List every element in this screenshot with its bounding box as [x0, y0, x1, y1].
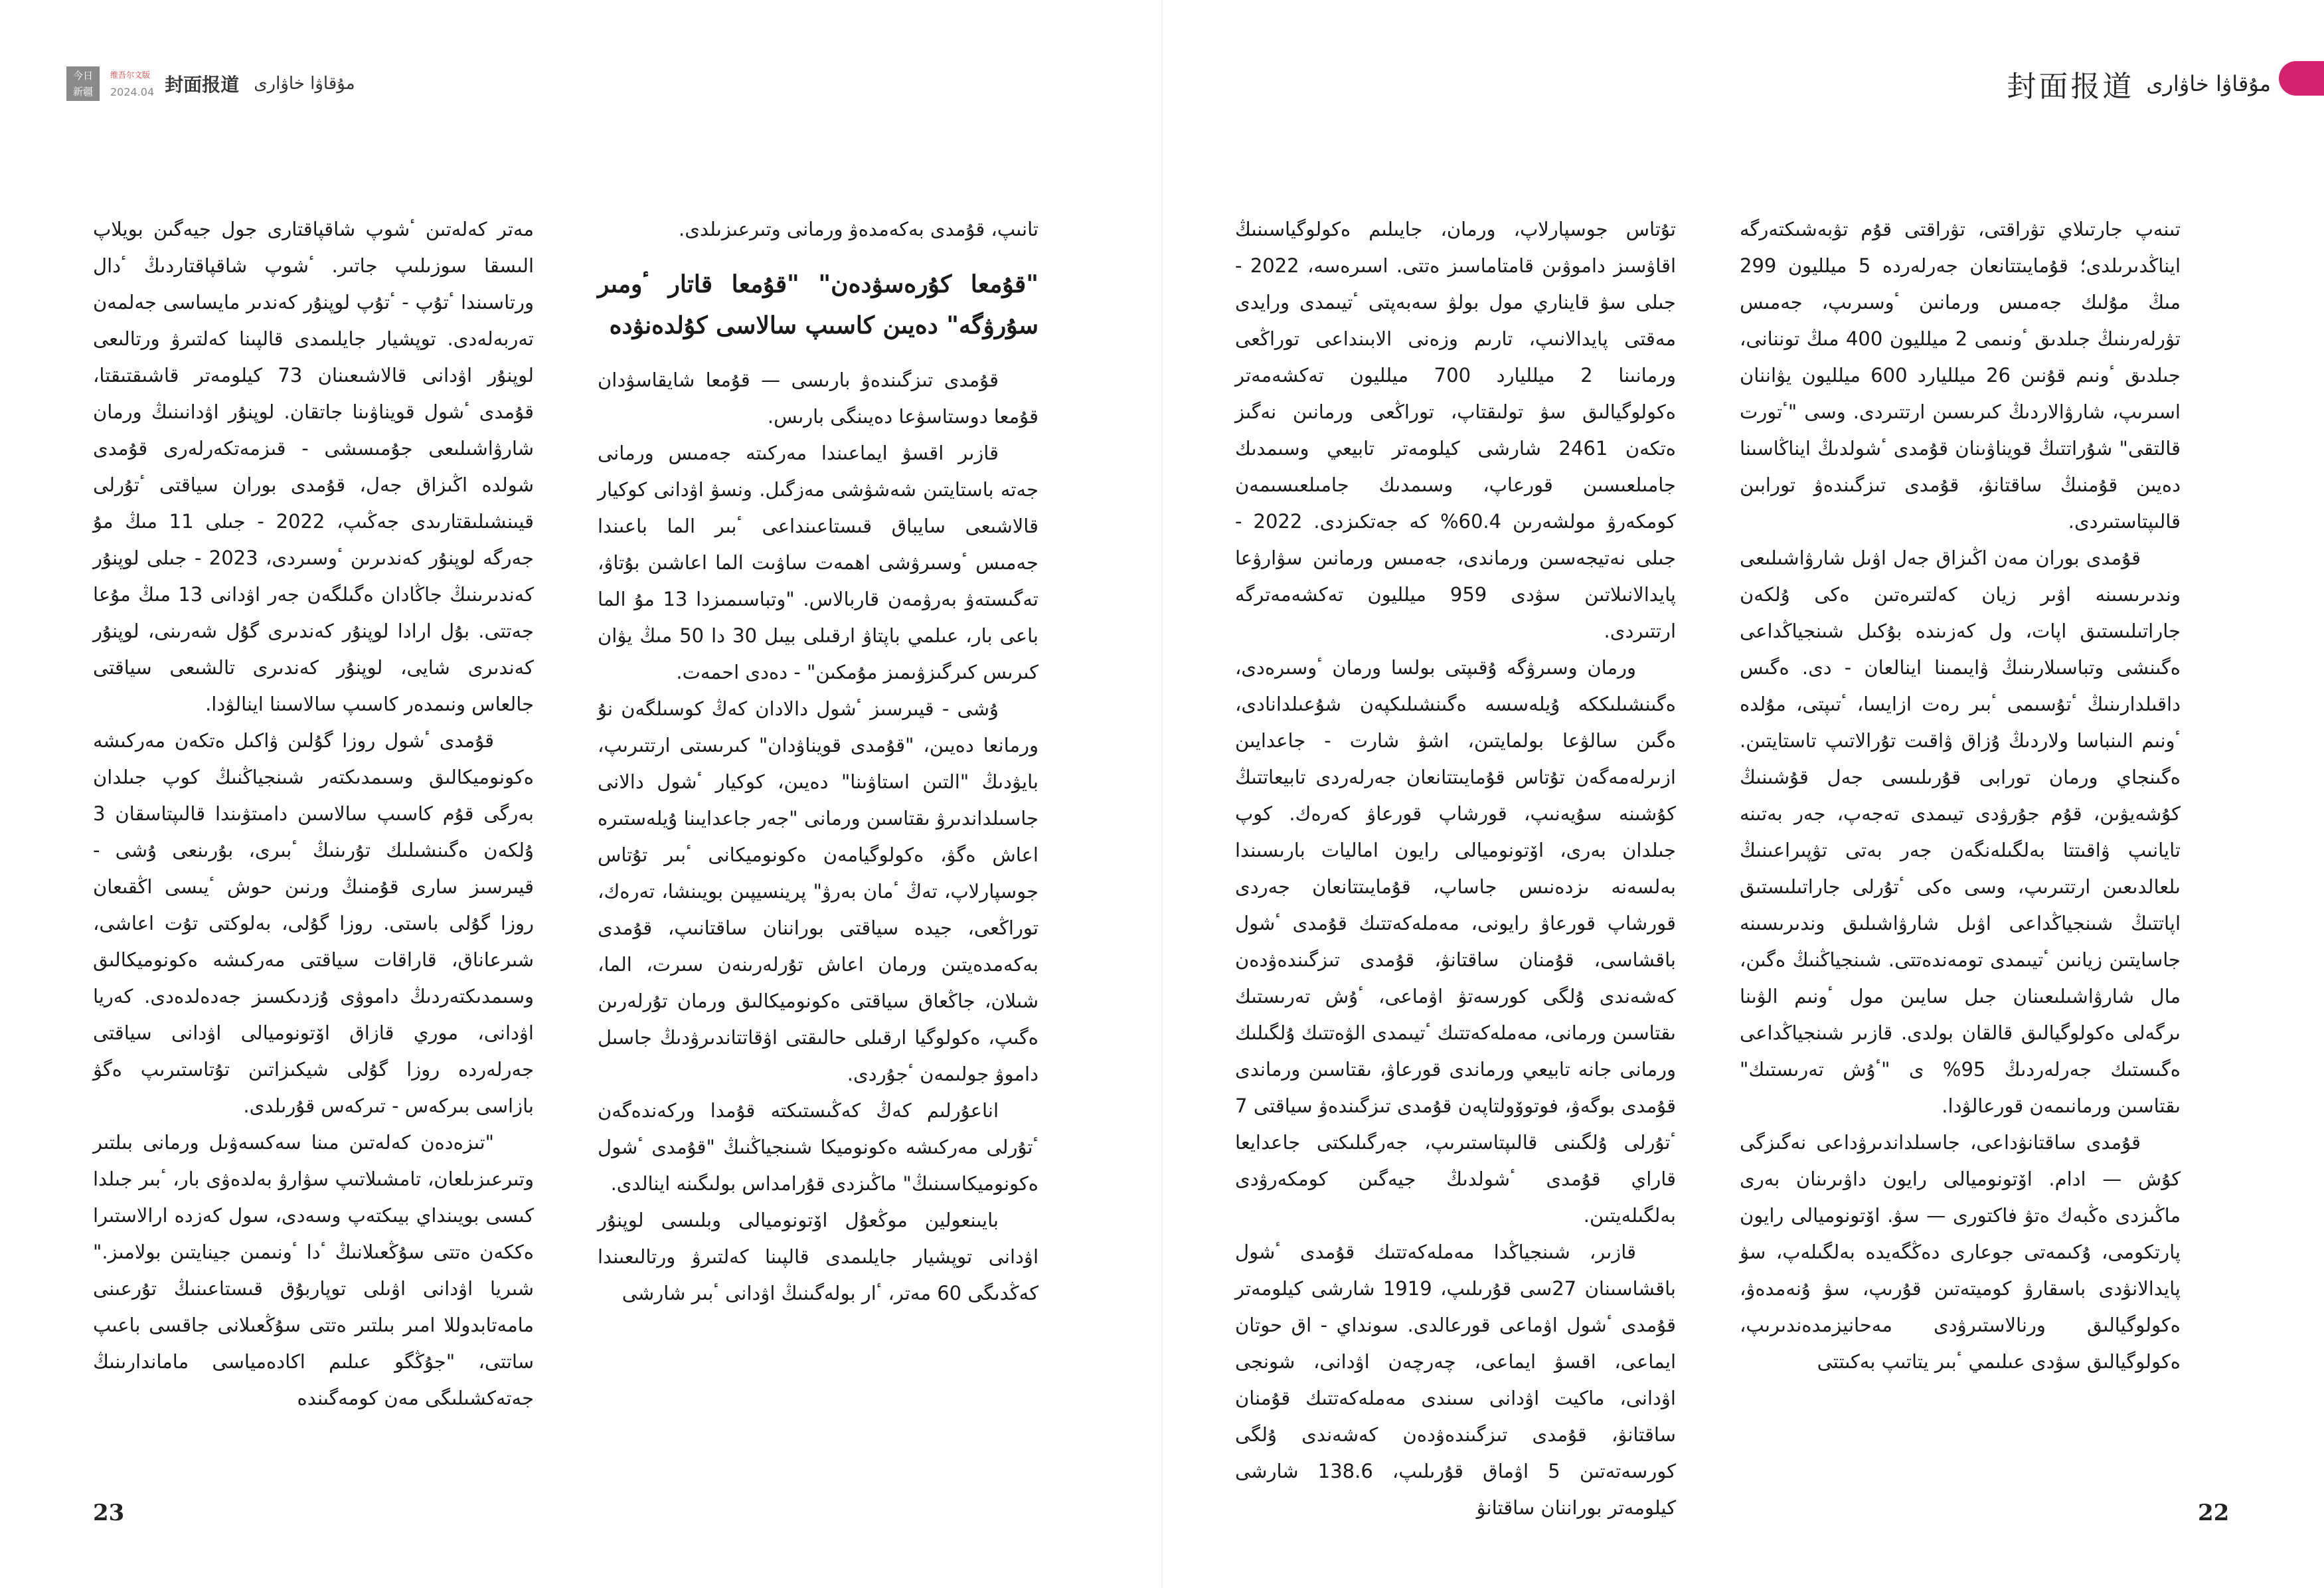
paragraph: تانىپ، قۇمدى بەكەمدەۋ ورمانى وتىرعىزىلدى. — [679, 218, 1038, 240]
magazine-logo — [66, 66, 100, 101]
paragraph: قازىر اقسۋ ايماعىندا مەركىتە جەمىس ورمانى جەتە باستايتىن شەشۋشى مەزگىل. ونسۋ اۋدانى كوكيار قالاشىعى سايباق قىستاعىنداعى ٴبىر الما باعىندا جەمىس ٴوسىرۋشى اھمەت ساۋىت الما اعاشىن بۇتاۋ، تەگىستەۋ بەرۋمەن قاربالاس. "وتباسىمىزدا 13 مۇ الما باعى بار، عىلمي باپتاۋ ارقىلى بيىل 30 دا 50 مىڭ يۋان كىرىس كىرگىزۋىمىز مۇمكىن" - دەدى احمەت. — [598, 442, 1038, 683]
paragraph: اناعۇرلىم كەڭ كەڭىستىكتە قۇمدا وركەندەگەن ٴتۇرلى مەركىشە ەكونوميكا شىنجياڭنىڭ "قۇمدى ٴشول ەكونوميكاسىنىڭ" ماڭىزدى قۇرامداس بولىگىنە اينالدى. — [598, 1099, 1038, 1195]
paragraph: بايىنعولين موڭعۇل اۆتونوميالى وبلىسى لوپنۇر اۋدانى توپشيار جايلىمدى قالپىنا كەلتىرۋ ورتالىعىندا كەڭدىگى 60 مەتر، ٴار بولەگىنىڭ اۋدانى ٴبىر شارشى — [598, 1209, 1038, 1304]
column-brand: مۇقاۋا خاۋارى — [2146, 71, 2271, 96]
column-title: 封面报道 — [165, 74, 240, 96]
column-title-zh: 封面报道 — [2007, 70, 2135, 104]
paragraph: "تىزەدەن كەلەتىن مىنا سەكسەۋىل ورمانى بىلتىر وتىرعىزىلعان، تامشىلاتىپ سۋارۋ بەلدەۋى بار، ٴبىر جىلدا كىسى بويىنداي بيىكتەپ وسەدى، سول كەزدە ارالاستىرا ەككەن ەتتى سۇڭعىلانىڭ ٴدا ٴونىمىن جينايتىن بولامىز." شىريا اۋدانى اۋىلى توپاربۇق قىستاعىنىڭ تۇرعىنى مامەتابدوللا امىر بىلتىر ەتتى سۇڭعىلانى جاقسى باعىپ ساتتى، "جۇڭگو عىلىم اكادەمياسى ماماندارىنىڭ جەتەكشىلىگى مەن كومەگىندە — [93, 1131, 534, 1409]
issue-number: 2024.04 — [110, 86, 155, 98]
logo-line2: 新疆 — [72, 86, 93, 98]
paragraph: ۇشى - قيىرسىز ٴشول دالادان كەڭ كوسىلگەن نۇ ورمانعا دەيىن، "قۇمدى قويناۋدان" كىرىستى ارتتىرىپ، بايۋدىڭ "التىن استاۋىنا" دەيىن، كوكيار ٴشول دالانى جاسىلداندىرۋ ىقتاسىن ورمانى "جەر جاعدايىنا ۇيلەستىرە اعاش ەگۋ، ەكولوگيامەن ەكونوميكانى ٴبىر تۇتاس جوسپارلاپ، تەڭ ٴمان بەرۋ" پرينسيپىن بويىنشا، تەرەك، توراڭعى، جيدە سياقتى بوراننان ساقتانىپ، قۇمدى بەكەمدەيتىن ورمان اعاش تۇرلەرىنەن سىرت، الما، شىلان، جاڭعاق سياقتى ەكونوميكالىق ورمان تۇرلەرىن ەگىپ، ەكولوگيا ارقىلى حالىقتى اۋقاتتاندىرۋدىڭ جاسىل داموۋ جولىمەن ٴجۇردى. — [598, 697, 1038, 1085]
right-page-header — [2007, 64, 2271, 104]
section-tab-marker — [2279, 61, 2324, 96]
paragraph: تۇتاس جوسپارلاپ، ورمان، جايىلىم ەكولوگياسىنىڭ اقاۋسىز داموۋىن قامتاماسىز ەتتى. اسىرەسە، 2022 - جىلى سۋ قايناري مول بولۋ سەبەپتى ٴتيىمدى ورايدى مەقتى پايدالانىپ، تارىم وزەنى الابىنداعى توراڭعى ورمانىنا 2 ميلليارد 700 ميلليون تەكشەمەتر ەكولوگيالىق سۋ تولىقتاپ، توراڭعى ورمانىن نەگىز ەتكەن 2461 شارشى كيلومەتر تابيعي وسىمدىك جامىلعىسىن قورعاپ، وسىمدىك جامىلعىسىمەن كومكەرۋ مولشەرىن 60.4% كە جەتكىزدى. 2022 - جىلى نەتيجەسىن ورماندى، جەمىس ورمانىن سۋارۋعا پايدالانىلاتىن سۋدى 959 ميلليون تەكشەمەترگە ارتتىردى. — [1235, 218, 1676, 642]
page-number-left: 23 — [93, 1500, 125, 1526]
page-number-right: 22 — [2198, 1500, 2230, 1526]
paragraph: قۇمدى بوران مەن اڭىزاق جەل اۋىل شارۋاشىلىعى وندىرىسىنە اۋىر زيان كەلتىرەتىن ەكى ۇلكەن جاراتىلىستىق اپات، ول كەزىندە بۇكىل شىنجياڭداعى ەگىنشى وتباسىلارىنىڭ ۋايىمىنا اينالعان - دى. ەگىس داقىلدارىنىڭ ٴتۇسىمى ٴبىر رەت ازايسا، ٴتىپتى، مۇلدە ٴونىم الىنباسا ولاردىڭ ۇزاق ۋاقىت تۇرالاتىپ تاستايتىن. ەگىنجاي ورمان تورابى قۇرىلىسى جەل قۇشىنىڭ كۇشەيۋىن، قۇم جۇرۋدى تيىمدى تەجەپ، جەر بەتىنە تايانىپ ۋاقىتتا بەلگىلەنگەن جەر بەتى تۋپىراعىنىڭ ىلعالدىعىن ارتتىرىپ، وسى ەكى ٴتۇرلى جاراتىلىستىق اپاتتىڭ شىنجياڭداعى اۋىل شارۋاشىلىق وندىرىسىنە جاسايتىن زيانىن ٴتيىمدى تومەندەتتى. شىنجياڭنىڭ ەگىن، مال شارۋاشىلىعىنان جىل سايىن مول ٴونىم الۋىنا ىرگەلى ەكولوگيالىق قالقان بولدى. قازىر شىنجياڭداعى ەگىستىك جەرلەردىڭ 95% ى "ٴۇش تەرىستىك" ىقتاسىن ورمانىمەن قورعالۋدا. — [1740, 547, 2181, 1117]
logo-line1: 今日 — [72, 70, 93, 82]
paragraph: مەتر كەلەتىن ٴشوپ شاقپاقتارى جول جيەگىن بويلاپ الىسقا سوزىلىپ جاتىر. ٴشوپ شاقپاقتاردىڭ ٴدال ورتاسىندا ٴتۇپ - ٴتۇپ لوپنۇر كەندىر مايساسى جەلمەن تەربەلەدى. توپشيار جايلىمدى قالپىنا كەلتىرۋ ورتالىعى لوپنۇر اۋدانى قالاشىعىنان 73 كيلومەتر قاشىقتىقتا، قۇمدى ٴشول قويناۋىنا جاتقان. لوپنۇر اۋدانىنىڭ ورمان شارۋاشىلىعى جۇمىسشى - قىزمەتكەرلەرى قۇمدى شولدە اڭىزاق جەل، قۇمدى بوران سياقتى ٴتۇرلى قيىنشىلىقتارىدى جەڭىپ، 2022 - جىلى 11 مىڭ مۇ جەرگە لوپنۇر كەندىرىن ٴوسىردى، 2023 - جىلى لوپنۇر كەندىرىنىڭ جاڭادان ەگىلگەن جەر اۋدانى 13 مىڭ مۇعا جەتتى. بۇل ارادا لوپنۇر كەندىرى گۇل شەرىنى، لوپنۇر كەندىرى شايى، لوپنۇر كەندىرى تالشىعى سياقتى جالعاس ونىمدەر كاسىپ سالاسىنا اينالۋدا. — [93, 218, 534, 715]
left-page-header — [66, 64, 355, 104]
column-brand: مۇقاۋا خاۋارى — [254, 74, 355, 94]
section-heading: "قۇمعا كۇرەسۋدەن" "قۇمعا قاتار ٴومىر سۇرۋگە" دەيىن كاسىپ سالاسى كۇلدەنۋدە — [598, 270, 1038, 339]
paragraph: قۇمدى ٴشول روزا گۇلىن ۋاكىل ەتكەن مەركىشە ەكونوميكالىق وسىمدىكتەر شىنجياڭنىڭ كوپ جىلدان بەرگى قۇم كاسىپ سالاسىن دامىتۋىندا قالىپتاسقان 3 ۇلكەن ەگىنشىلىك تۇرىنىڭ ٴبىرى، بۇرىنعى ۇشى - قيىرسىز سارى قۇمنىڭ ورنىن حوش ٴيىسى اڭقىعان روزا گۇلى باستى. روزا گۇلى، بەلوكتى تۇت اعاشى، شىرعاناق، قاراقات سياقتى مەركىشە ەكونوميكالىق وسىمدىكتەردىڭ داموۋى ۇزدىكسىز جەدەلدەدى. كەريا اۋدانى، موري قازاق اۆتونوميالى اۋدانى سياقتى جەرلەردە روزا گۇلى شيكىزاتىن تۇتاستىرىپ ەگۋ بازاسى بىركەس - تىركەس قۇرىلدى. — [93, 729, 534, 1117]
paragraph: قۇمدى تىزگىندەۋ بارىسى — قۇمعا شايقاسۋدان قۇمعا دوستاسۋعا دەيىنگى بارىس. — [598, 369, 1038, 428]
text-column-left-page-2 — [93, 211, 534, 1483]
text-column-left-page-1 — [598, 211, 1038, 1483]
logo-subtitle: 维吾尔文版 — [110, 70, 151, 80]
paragraph: قۇمدى ساقتانۋداعى، جاسىلداندىرۋداعى نەگىزگى كۇش — ادام. اۆتونوميالى رايون داۋىرىنان بەرى ماڭىزدى ەڭبەك ەتۋ فاكتورى — سۋ. اۆتونوميالى رايون پارتكومى، ۇكىمەتى جوعارى دەڭگەيدە بەلگىلەپ، سۋ پايدالانۋدى باسقارۋ كوميتەتىن قۇرىپ، سۋ ۇنەمدەۋ، ەكولوگيالىق ورنالاستىرۋدى مەحانيزمدەندىرىپ، ەكولوگيالىق سۋدى عىلىمي ٴبىر يتاتىپ بەكىتتى — [1740, 1131, 2181, 1373]
page-gutter — [1161, 0, 1163, 1588]
paragraph: تىنەپ جارتىلاي تۋراقتى، تۋراقتى قۇم تۋبەشىكتەرگە ايناڭدىرىلدى؛ قۇمايىتتانعان جەرلەردە 5 ميلليون 299 مىڭ مۇلىك جەمىس ورمانىن ٴوسىرىپ، جەمىس تۋرلەرىنىڭ جىلدىق ٴونىمى 2 ميلليون 400 مىڭ توننانى، جىلدىق ٴونىم قۇنىن 26 ميلليارد 600 ميلليون يۋاننان اسىرىپ، شارۋالاردىڭ كىرىسىن ارتتىردى. وسى "ٴتورت قالتقى" شۇراتتىڭ قويناۋىنان قۇمدى ٴشولدىڭ ايناڭاسىنا دەيىن قۇمنىڭ ساقتانۋ، قۇمدى تىزگىندەۋ تورابىن قالىپتاستىردى. — [1740, 218, 2181, 533]
paragraph: قازىر، شىنجياڭدا مەملەكەتتىك قۇمدى ٴشول باقشاسىنان 27سى قۇرىلىپ، 1919 شارشى كيلومەتر قۇمدى ٴشول اۋماعى قورعالدى. سونداي - اق حوتان ايماعى، اقسۋ ايماعى، چەرچەن اۋدانى، شونجى اۋدانى، ماكيت اۋدانى سىندى مەملەكەتتىك قۇمنان ساقتانۋ، قۇمدى تىزگىندەۋدەن كەشەندى ۇلگى كورسەتەتىن 5 اۋماق قۇرىلىپ، 138.6 شارشى كيلومەتر بوراننان ساقتانۋ — [1235, 1241, 1676, 1519]
text-column-right-page-2 — [1235, 211, 1676, 1519]
paragraph: ورمان وسىرۋگە ۇقىپتى بولسا ورمان ٴوسىرەدى، ەگىنشىلىككە ۇيلەسسە ەگىنشىلىكپەن شۇعىلدانادى، ەگىن سالۋعا بولمايتىن، اشۋ شارت - جاعدايىن ازىرلەمەگەن تۇتاس قۇمايىتتانعان جەرلەردى تابيعاتتىڭ كۇشىنە سۇيەنىپ، قورشاپ قورعاۋ كەرەك. كوپ جىلدان بەرى، اۆتونوميالى رايون اماليات بارىسىندا بەلسەنە ىزدەنىس جاساپ، قۇمايىتتانعان جەردى قورشاپ قورعاۋ رايونى، مەملەكەتتىك قۇمدى ٴشول باقشاسى، قۇمنان ساقتانۋ، قۇمدى تىزگىندەۋدەن كەشەندى ۇلگى كورسەتۋ اۋماعى، ٴۇش تەرىستىك ىقتاسىن ورمانى، مەملەكەتتىك ٴتيىمدى الۋەتتىك ۇلگىلىك ورمانى جانە تابيعي ورماندى قورعاۋ، ىقتاسىن ورماندى قۇمدى بوگەۋ، فوتوۆولتاپەن قۇمدى تىزگىندەۋ سياقتى 7 ٴتۇرلى ۇلگىنى قالىپتاستىرىپ، جەرگىلىكتى جاعدايعا قاراي قۇمدى ٴشولدىڭ جيەگىن كومكەرۋدى بەلگىلەيتىن. — [1235, 656, 1676, 1227]
text-column-right-page-1 — [1740, 211, 2181, 1483]
